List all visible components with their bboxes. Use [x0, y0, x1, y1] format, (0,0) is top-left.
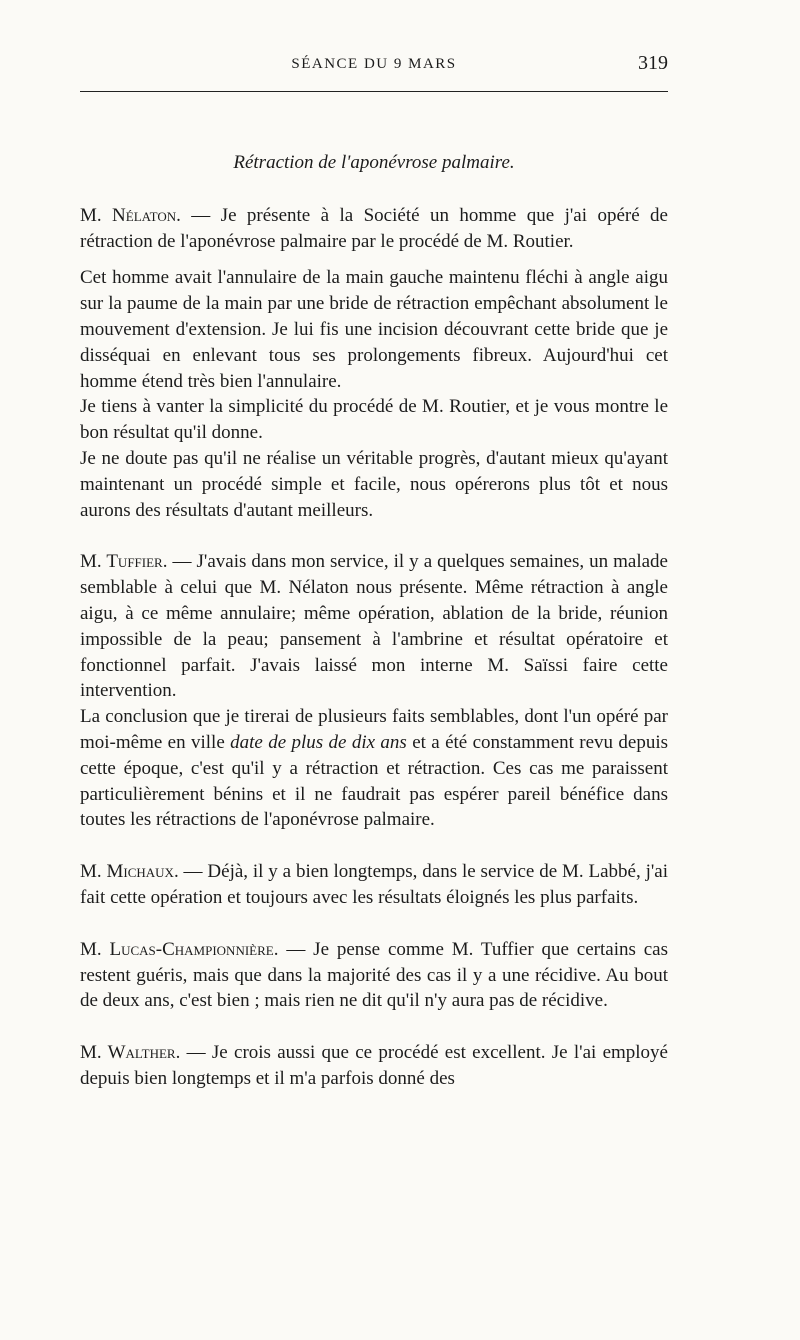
page-number: 319 [638, 52, 668, 74]
paragraph-text: — Je crois aussi que ce procédé est excellent. Je l'ai employé depuis bien longtemps et il m'a parfois donné des [80, 1042, 668, 1089]
page-header [80, 52, 668, 80]
paragraph-text: — Je présente à la Société un homme que j'ai opéré de rétraction de l'aponévrose palmaire par le procédé de M. Routier. [80, 204, 668, 252]
paragraph-lucas-championniere [80, 937, 668, 1014]
italic-phrase: date de plus de dix ans [230, 731, 407, 753]
speaker-name: M. Michaux. [80, 861, 179, 883]
speaker-name: M. Tuffier. [80, 551, 168, 573]
speaker-name: M. Walther. [80, 1042, 181, 1064]
paragraph-text: et a été constamment revu depuis cette époque, c'est qu'il y a rétraction et rétraction. Ces cas me paraissent particulièrement bénins et il ne faudrait pas espérer pareil bénéfice dans toutes les rétractions de l'aponévrose palmaire. [80, 731, 669, 831]
spacer [80, 523, 668, 549]
paragraph-text: — Je pense comme M. Tuffier que certains cas restent guéris, mais que dans la majorité des cas il y a une récidive. Au bout de deux ans, c'est bien ; mais rien ne dit qu'il n'y aura pas de récidive. [80, 938, 668, 1012]
paragraph-michaux [80, 859, 668, 911]
paragraph [80, 704, 668, 833]
spacer [80, 1014, 668, 1040]
paragraph-nelaton [80, 203, 668, 255]
spacer [80, 911, 668, 937]
body-text [80, 150, 668, 1092]
speaker-name: M. Nélaton. [80, 204, 181, 226]
spacer [80, 833, 668, 859]
section-title: Rétraction de l'aponévrose palmaire. [233, 152, 515, 173]
paragraph-walther [80, 1040, 668, 1092]
paragraph-tuffier [80, 549, 668, 704]
paragraph-text: — J'avais dans mon service, il y a quelques semaines, un malade semblable à celui que M. Nélaton nous présente. Même rétraction à angle aigu, à ce même annulaire; même opération, ablation de la bride, réunion impossible de la peau; pansement à l'ambrine et résultat opératoire et fonctionnel parfait. J'avais laissé mon interne M. Saïssi faire cette intervention. [80, 551, 668, 702]
paragraph: Je ne doute pas qu'il ne réalise un véritable progrès, d'autant mieux qu'ayant maintenant un procédé simple et facile, nous opérerons plus tôt et nous aurons des résultats d'autant meilleurs. [80, 447, 668, 521]
paragraph: Cet homme avait l'annulaire de la main gauche maintenu fléchi à angle aigu sur la paume de la main par une bride de rétraction empêchant absolument le mouvement d'extension. Je lui fis une incision découvrant cette bride que je disséquai en enlevant tous ses prolongements fibreux. Aujourd'hui cet homme étend très bien l'annulaire. [80, 267, 668, 392]
paragraph-text: — Déjà, il y a bien longtemps, dans le service de M. Labbé, j'ai fait cette opération et toujours avec les résultats éloignés les plus parfaits. [80, 861, 668, 908]
paragraph: Je tiens à vanter la simplicité du procédé de M. Routier, et je vous montre le bon résultat qu'il donne. [80, 396, 668, 444]
running-head: SÉANCE DU 9 MARS [291, 56, 457, 72]
paragraph-text: La conclusion que je tirerai de plusieurs faits semblables, dont l'un opéré par moi-même en ville [80, 706, 668, 753]
header-rule [80, 91, 668, 92]
spacer [80, 254, 668, 265]
speaker-name: M. Lucas-Championnière. [80, 938, 279, 960]
